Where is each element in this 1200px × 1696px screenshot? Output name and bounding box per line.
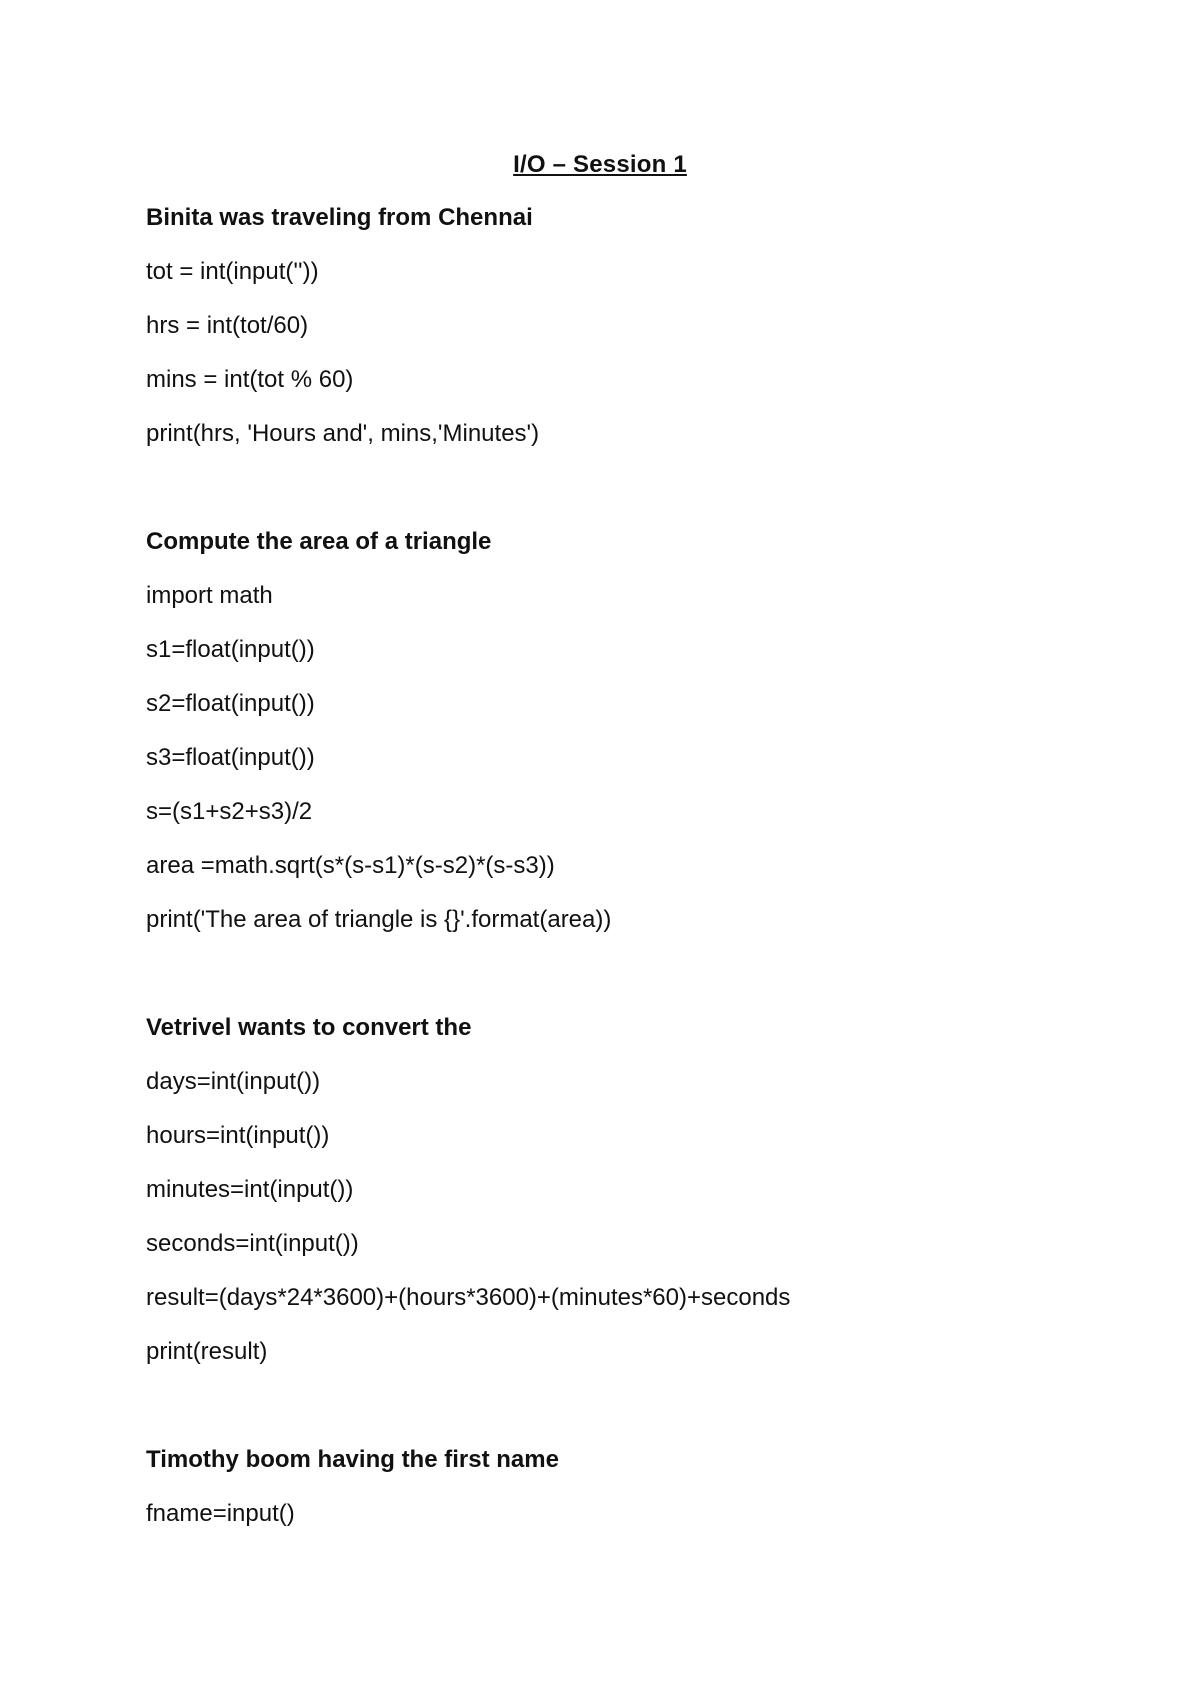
- blank-line: [146, 471, 1126, 525]
- document-body: [146, 201, 1126, 1551]
- blank-line: [146, 957, 1126, 1011]
- section-heading: Vetrivel wants to convert the: [146, 1014, 472, 1041]
- blank-line: [146, 1389, 1126, 1443]
- code-line: hrs = int(tot/60): [146, 312, 309, 339]
- code-line: result=(days*24*3600)+(hours*3600)+(minutes*60)+seconds: [146, 1284, 791, 1311]
- code-line: area =math.sqrt(s*(s-s1)*(s-s2)*(s-s3)): [146, 852, 555, 879]
- code-line: s3=float(input()): [146, 744, 315, 771]
- code-line: import math: [146, 582, 273, 609]
- section-binita: [146, 201, 1126, 525]
- code-line: fname=input(): [146, 1500, 295, 1527]
- section-heading: Timothy boom having the first name: [146, 1446, 559, 1473]
- code-line: print(result): [146, 1338, 268, 1365]
- section-heading: Binita was traveling from Chennai: [146, 204, 533, 231]
- code-line: mins = int(tot % 60): [146, 366, 354, 393]
- code-line: s1=float(input()): [146, 636, 315, 663]
- code-line: seconds=int(input()): [146, 1230, 359, 1257]
- code-line: days=int(input()): [146, 1068, 321, 1095]
- section-heading: Compute the area of a triangle: [146, 528, 492, 555]
- code-line: s=(s1+s2+s3)/2: [146, 798, 313, 825]
- code-line: print('The area of triangle is {}'.format(area)): [146, 906, 612, 933]
- section-triangle-area: [146, 525, 1126, 1011]
- code-line: tot = int(input('')): [146, 258, 319, 285]
- code-line: hours=int(input()): [146, 1122, 330, 1149]
- section-vetrivel: [146, 1011, 1126, 1443]
- document-title: I/O – Session 1: [513, 151, 687, 178]
- section-timothy: [146, 1443, 1126, 1551]
- code-line: minutes=int(input()): [146, 1176, 354, 1203]
- code-line: s2=float(input()): [146, 690, 315, 717]
- code-line: print(hrs, 'Hours and', mins,'Minutes'): [146, 420, 540, 447]
